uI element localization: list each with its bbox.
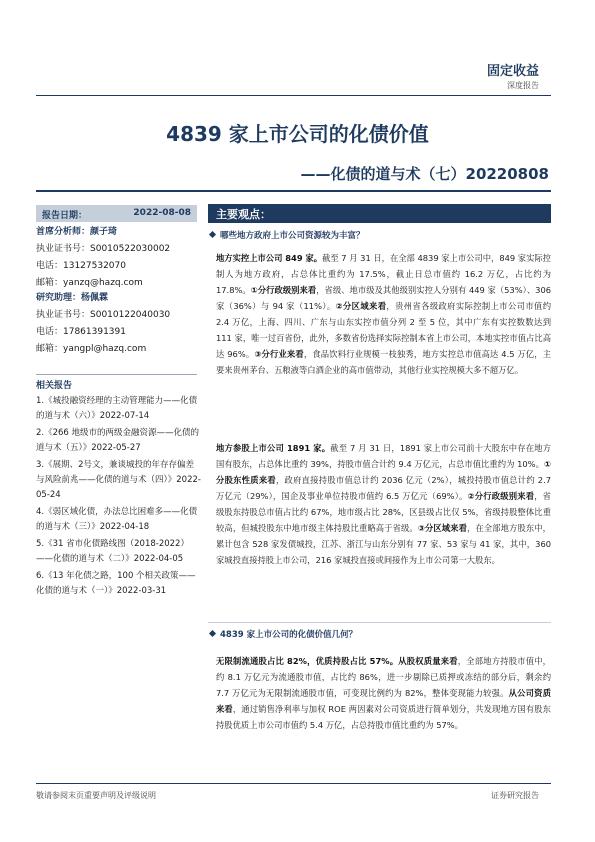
p3-b: ，通过销售净利率与加权 ROE 两因素对公司资质进行简单划分，共发现地方国有股东持股优质上市公司市值约 5.4 万亿，占总持股市值比重约为 57%。 [216,704,551,730]
p1-d-lead: ③分行业来看 [254,349,304,359]
main-points-header [208,204,551,223]
analyst-1-email[interactable]: 邮箱：yanzq@hazq.com [36,278,143,288]
report-category: 固定收益 [486,64,539,79]
related-report-item[interactable]: 5.《31 省市化债路线图（2018-2022）——化债的道与术（二）》2022-04-05 [36,539,189,564]
report-date-bar [36,205,197,222]
p2-d: ，在全部地方股东中，累计包含 528 家发债城投，江苏、浙江与山东分别有 77 家、53 家与 41 家，其中，360 家城投直接持股上市公司，216 家城投直接或间接作为上市公司第一大股东。 [216,523,551,565]
p1-b: ，省级、地市级及其他级别实控人分别有 449 家（53%）、306 家（36%）与 94 家（11%）。 [216,285,551,311]
analyst-2-email[interactable]: 邮箱：yangpl@hazq.com [36,344,147,354]
analyst-2-role: 研究助理： [36,293,82,303]
report-title: 4839 家上市公司的化债价值 [166,122,429,146]
footer-disclaimer: 敬请参阅末页重要声明及评级说明 [36,791,156,800]
question-2-divider [208,622,551,623]
p3-b-lead: 从公司资质来看 [216,688,551,714]
p2-lead: 地方参股上市公司 1891 家。 [216,443,331,453]
diamond-bullet-icon [209,231,216,238]
related-reports-title: 相关报告 [36,381,73,391]
related-reports-list [36,394,202,601]
analyst-block-1 [36,224,201,292]
p1-c: ，贵州省各级政府实际控制上市公司市值约 2.4 万亿，上海、四川、广东与山东实控市值分列 2 至 5 位，其中广东有实控数数达到 111 家，唯一过百省份，此外，多数省份选择实际控制本省上市公司，本地实控市值占比高达 96%。 [216,301,551,359]
analyst-1-name: 颜子琦 [90,227,118,237]
p1-b-lead: ①分行政级别来看 [250,285,317,295]
analyst-1-phone: 电话：13127532070 [36,261,126,271]
question-2 [210,628,357,640]
p1-lead: 地方实控上市公司 849 家。 [216,253,323,263]
p3-a: ，全部地方持股市值中，约 8.1 万亿元为流通股市值，占比约 86%，进一步剔除已质押或冻结的部分后，剩余约 7.7 万亿元为无限制流通股市值，可变现比例约为 82%，整体变现能力较强。 [216,656,551,698]
p2-b: ，政府直接持股市值总计约 2036 亿元（2%），城投持股市值总计约 2.7 万亿元（29%），国企及事业单位持股市值约 6.5 万亿元（69%）。 [216,475,551,501]
report-type: 深度报告 [507,81,539,90]
analyst-2-license: 执业证书号：S0010122040030 [36,310,171,320]
question-1 [210,229,365,241]
paragraph-debt-value [216,653,551,733]
related-report-item[interactable]: 1.《城投融资经理的主动管理能力——化债的道与术（六）》2022-07-14 [36,396,198,421]
p2-a: 截至 7 月 31 日，1891 家上市公司前十大股东中存在地方国有股东，占总体比重约 39%，持股市值合计约 9.4 万亿元，占总市值比重约为 10%。 [216,443,551,469]
report-date-label: 报告日期： [42,211,88,221]
question-2-text: 4839 家上市公司的化债价值几何？ [220,630,358,640]
analyst-2-title [36,290,201,307]
analyst-1-license: 执业证书号：S0010522030002 [36,244,171,254]
related-divider [36,374,197,375]
p1-d: ，食品饮料行业规模一枝独秀，地方实控总市值高达 4.5 万亿，主要来贵州茅台、五粮液等白酒企业的高市值带动，其他行业实控规模大多不超万亿。 [216,349,551,375]
related-report-item[interactable]: 4.《弱区域化债，办法总比困难多——化债的道与术（三）》2022-04-18 [36,507,198,532]
report-date-value: 2022-08-08 [133,208,191,218]
analyst-1-title [36,224,201,241]
footer-label: 证券研究报告 [491,791,539,800]
p1-a: 截至 7 月 31 日，在全部 4839 家上市公司中，849 家实际控制人为地方政府，占总体比重约为 17.5%，截止日总市值约 16.2 万亿，占比约为 17.8%。 [216,253,551,295]
related-report-item[interactable]: 2.《266 地级市的两级金融资源——化债的道与术（五）》2022-05-27 [36,428,200,453]
diamond-bullet-icon [209,630,216,637]
analyst-2-name: 杨佩霖 [81,293,109,303]
paragraph-local-holdings [216,440,551,568]
report-subtitle: ——化债的道与术（七）20220808 [300,165,549,183]
question-1-text: 哪些地方政府上市公司资源较为丰富？ [220,231,365,241]
analyst-2-phone: 电话：17861391391 [36,327,126,337]
analyst-block-2 [36,290,201,358]
p2-b-lead: ①分股东性质来看 [216,459,551,485]
title-divider [36,190,551,192]
analyst-1-role: 首席分析师： [36,227,91,237]
main-points-title: 主要观点： [216,208,271,221]
related-report-item[interactable]: 6.《13 年化债之路，100 个相关政策——化债的道与术（一）》2022-03-31 [36,571,196,596]
p1-c-lead: ②分区域来看 [335,301,387,311]
p2-c: ，省级股东持股总市值占比约 67%，地市级占比 28%，区县级占比仅 5%，省级持股整体比重较高，但城投股东中地市级主体持股比重略高于省级。 [216,491,551,533]
p3-lead: 无限制流通股占比 82%，优质持股占比 57%。从股权质量来看 [216,656,458,666]
header-divider [36,95,551,96]
p2-d-lead: ③分区域来看 [417,523,467,533]
footer-divider [36,783,551,784]
paragraph-local-controlled [216,250,551,378]
related-report-item[interactable]: 3.《展期、2号文，兼谈城投的年存存偏差与风险前兆——化债的道与术（四）》2022-05-24 [36,460,201,500]
p2-c-lead: ②分行政级别来看 [467,491,535,501]
